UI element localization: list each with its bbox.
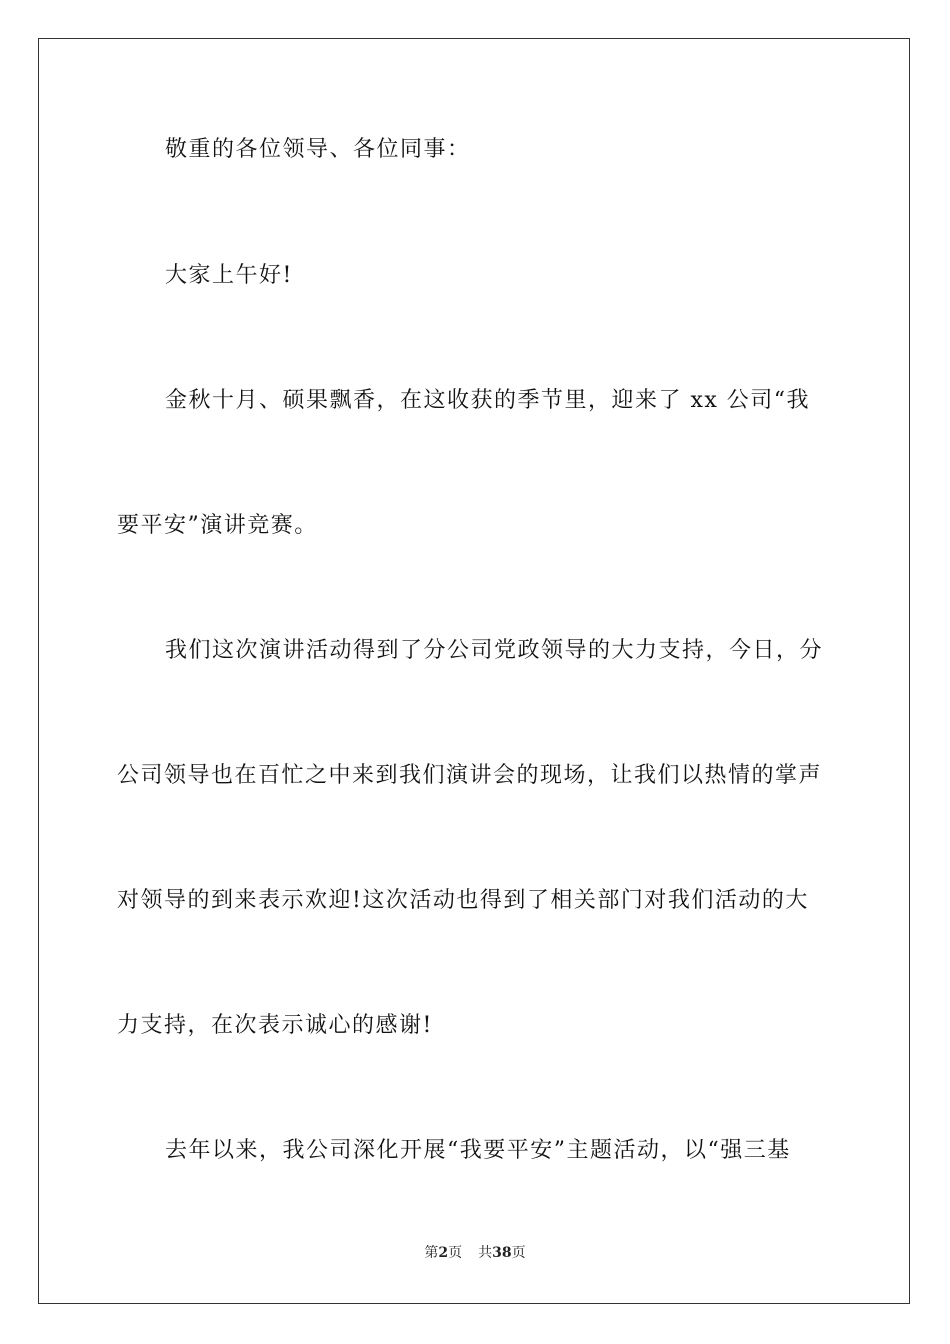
salutation-line: 敬重的各位领导、各位同事： — [165, 137, 471, 162]
total-prefix: 共 — [478, 1245, 493, 1261]
total-unit: 页 — [511, 1245, 526, 1261]
paragraph-line: 力支持，在次表示诚心的感谢! — [117, 1013, 433, 1038]
paragraph-line: 金秋十月、硕果飘香，在这收获的季节里，迎来了 xx 公司“我 — [165, 388, 811, 413]
paragraph-line: 我们这次演讲活动得到了分公司党政领导的大力支持，今日，分 — [165, 638, 824, 663]
paragraph-line: 去年以来，我公司深化开展“我要平安”主题活动，以“强三基 — [165, 1138, 791, 1163]
page-number: 2 — [438, 1245, 449, 1261]
page-footer — [0, 1243, 950, 1263]
paragraph-line: 要平安”演讲竞赛。 — [117, 513, 318, 538]
paragraph-line: 对领导的到来表示欢迎!这次活动也得到了相关部门对我们活动的大 — [117, 888, 809, 913]
page-unit: 页 — [448, 1245, 463, 1261]
greeting-line: 大家上午好! — [165, 263, 293, 288]
paragraph-line: 公司领导也在百忙之中来到我们演讲会的现场，让我们以热情的掌声 — [117, 763, 823, 788]
page-prefix: 第 — [424, 1245, 439, 1261]
total-pages: 38 — [492, 1245, 512, 1261]
page-frame — [38, 38, 910, 1304]
